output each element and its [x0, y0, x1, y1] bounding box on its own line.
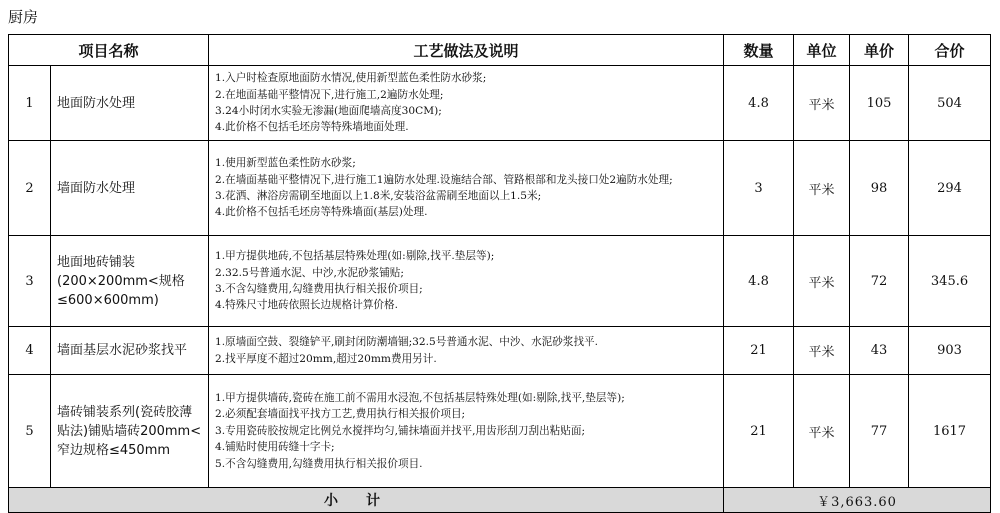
item-name: 墙面防水处理 [51, 141, 209, 236]
item-name: 墙砖铺装系列(瓷砖胶薄贴法)铺贴墙砖200mm<窄边规格≤450mm [51, 375, 209, 488]
unit-price: 105 [850, 66, 909, 141]
table-row [9, 327, 991, 375]
quantity: 21 [724, 327, 794, 375]
unit-price: 72 [850, 236, 909, 327]
process-line: 2.在地面基础平整情况下,进行施工,2遍防水处理; [215, 88, 444, 101]
unit-price: 77 [850, 375, 909, 488]
process-line: 5.不含勾缝费用,勾缝费用执行相关报价项目. [215, 457, 423, 470]
process-line: 1.使用新型蓝色柔性防水砂浆; [215, 157, 356, 170]
section-title: 厨房 [8, 8, 39, 26]
row-number: 4 [9, 327, 51, 375]
header-total: 合价 [909, 35, 991, 66]
process-description [209, 236, 724, 327]
header-unit-price: 单价 [850, 35, 909, 66]
process-line: 2.32.5号普通水泥、中沙,水泥砂浆铺贴; [215, 266, 404, 279]
quantity: 3 [724, 141, 794, 236]
process-line: 3.花洒、淋浴房需刷至地面以上1.8米,安装浴盆需刷至地面以上1.5米; [215, 190, 542, 202]
process-line: 2.必须配套墙面找平找方工艺,费用执行相关报价项目; [215, 408, 466, 421]
table-row [9, 236, 991, 327]
item-name: 地面地砖铺装(200×200mm<规格≤600×600mm) [51, 236, 209, 327]
quantity: 4.8 [724, 66, 794, 141]
unit: 平米 [794, 236, 850, 327]
subtotal-value: ￥3,663.60 [724, 488, 991, 513]
unit: 平米 [794, 141, 850, 236]
process-description [209, 327, 724, 375]
unit: 平米 [794, 66, 850, 141]
item-name: 地面防水处理 [51, 66, 209, 141]
unit-price: 98 [850, 141, 909, 236]
header-process: 工艺做法及说明 [209, 35, 724, 66]
unit: 平米 [794, 327, 850, 375]
process-line: 3.不含勾缝费用,勾缝费用执行相关报价项目; [215, 283, 423, 295]
header-name: 项目名称 [9, 35, 209, 66]
process-line: 3.24小时闭水实验无渗漏(地面爬墙高度30CM); [215, 105, 442, 117]
line-total: 345.6 [909, 236, 991, 327]
process-line: 4.此价格不包括毛坯房等特殊墙地面处理. [215, 121, 409, 134]
process-line: 1.甲方提供地砖,不包括基层特殊处理(如:剔除,找平.垫层等); [215, 250, 495, 263]
header-row [9, 35, 991, 66]
process-line: 3.专用瓷砖胶按规定比例兑水搅拌均匀,铺抹墙面并找平,用齿形刮刀刮出粘贴面; [215, 424, 586, 437]
quantity: 21 [724, 375, 794, 488]
process-line: 1.原墙面空鼓、裂缝铲平,刷封闭防潮墙锢;32.5号普通水泥、中沙、水泥砂浆找平. [215, 336, 599, 349]
item-name: 墙面基层水泥砂浆找平 [51, 327, 209, 375]
process-description [209, 375, 724, 488]
row-number: 3 [9, 236, 51, 327]
row-number: 2 [9, 141, 51, 236]
process-line: 2.在墙面基础平整情况下,进行施工1遍防水处理.设施结合部、管路根部和龙头接口处2遍防水处理; [215, 173, 673, 186]
process-description [209, 141, 724, 236]
unit-price: 43 [850, 327, 909, 375]
line-total: 294 [909, 141, 991, 236]
table-row [9, 141, 991, 236]
line-total: 1617 [909, 375, 991, 488]
header-unit: 单位 [794, 35, 850, 66]
process-line: 1.入户时检查原地面防水情况,使用新型蓝色柔性防水砂浆; [215, 72, 487, 85]
quote-table [8, 34, 991, 513]
quantity: 4.8 [724, 236, 794, 327]
process-line: 4.铺贴时使用砖缝十字卡; [215, 441, 335, 454]
line-total: 504 [909, 66, 991, 141]
process-line: 4.此价格不包括毛坯房等特殊墙面(基层)处理. [215, 206, 428, 219]
table-row [9, 375, 991, 488]
row-number: 5 [9, 375, 51, 488]
unit: 平米 [794, 375, 850, 488]
process-line: 4.特殊尺寸地砖依照长边规格计算价格. [215, 299, 398, 312]
subtotal-row [9, 488, 991, 513]
process-line: 2.找平厚度不超过20mm,超过20mm费用另计. [215, 352, 437, 365]
line-total: 903 [909, 327, 991, 375]
table-row [9, 66, 991, 141]
subtotal-label: 小计 [9, 488, 724, 513]
header-quantity: 数量 [724, 35, 794, 66]
process-description [209, 66, 724, 141]
row-number: 1 [9, 66, 51, 141]
process-line: 1.甲方提供墙砖,瓷砖在施工前不需用水浸泡,不包括基层特殊处理(如:剔除,找平,垫层等); [215, 391, 625, 404]
